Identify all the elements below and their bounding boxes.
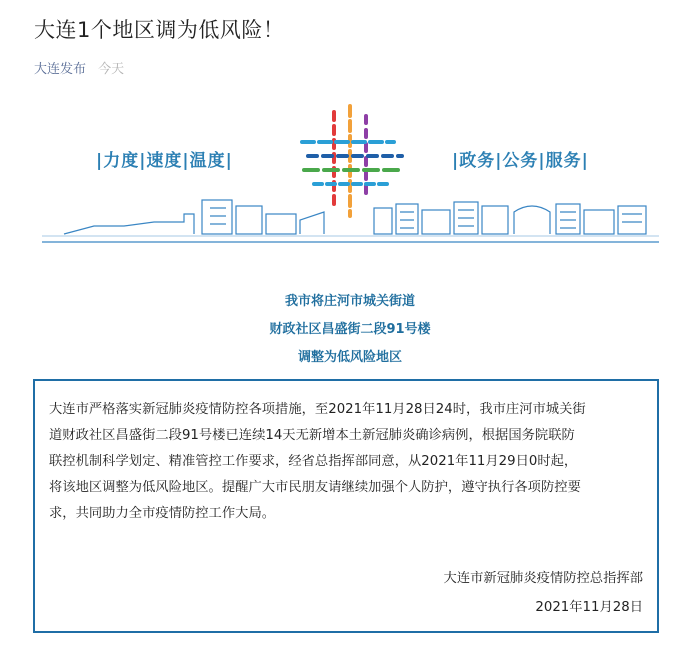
- dalian-logo-icon: [34, 96, 666, 266]
- notice-body: [49, 397, 644, 527]
- slogan-left: |力度|速度|温度|: [96, 151, 233, 171]
- logo-mark: [302, 106, 402, 216]
- notice-date: 2021年11月28日: [535, 600, 643, 615]
- article-title: 大连1个地区调为低风险！: [34, 18, 285, 42]
- author-link[interactable]: 大连发布: [34, 62, 87, 77]
- headline-line-2: 财政社区昌盛街二段91号楼: [269, 322, 431, 337]
- publish-date: 今天: [98, 62, 125, 77]
- notice-line: 求，共同助力全市疫情防控工作大局。: [49, 506, 276, 521]
- slogan-right: |政务|公务|服务|: [452, 151, 589, 171]
- headline-line-1: 我市将庄河市城关街道: [284, 294, 415, 309]
- banner-image: [34, 96, 666, 266]
- notice-line: 联控机制科学划定、精准管控工作要求，经省总指挥部同意，从2021年11月29日0时起，: [49, 454, 578, 469]
- notice-line: 大连市严格落实新冠肺炎疫情防控各项措施，至2021年11月28日24时，我市庄河市城关街: [49, 402, 586, 417]
- notice-line: 道财政社区昌盛街二段91号楼已连续14天无新增本土新冠肺炎确诊病例，根据国务院联防: [49, 428, 575, 443]
- notice-box: [33, 379, 659, 633]
- headline-line-3: 调整为低风险地区: [297, 350, 402, 365]
- notice-signer: 大连市新冠肺炎疫情防控总指挥部: [443, 571, 643, 586]
- article-meta: [34, 58, 124, 77]
- notice-line: 将该地区调整为低风险地区。提醒广大市民朋友请继续加强个人防护，遵守执行各项防控要: [49, 480, 581, 495]
